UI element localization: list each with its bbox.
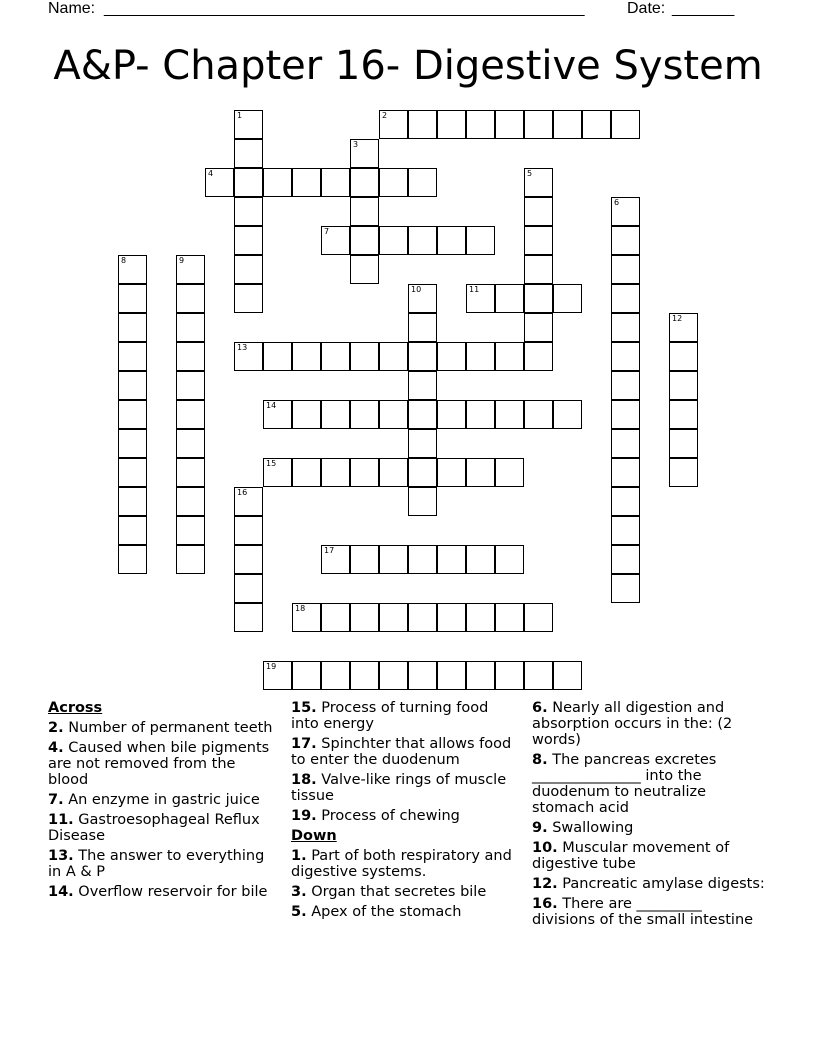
grid-cell[interactable] [292,458,321,487]
clue-num: 16. [532,896,558,912]
grid-cell[interactable] [263,168,292,197]
clue-text: Process of turning food into energy [291,700,489,732]
grid-cell[interactable] [553,400,582,429]
grid-cell[interactable] [611,371,640,400]
grid-cell[interactable] [263,661,292,690]
grid-cell[interactable] [379,603,408,632]
clue-num: 9. [532,820,548,836]
clue-item [291,904,519,920]
grid-cell[interactable] [408,400,437,429]
clue-number: 14 [266,401,277,410]
grid-cell[interactable] [176,458,205,487]
down-heading: Down [291,828,337,844]
name-label: Name: [48,0,96,17]
clue-item [291,736,519,768]
clue-text: Gastroesophageal Reflux Disease [48,812,260,844]
clue-num: 17. [291,736,317,752]
grid-cell[interactable] [466,545,495,574]
grid-cell[interactable] [350,139,379,168]
grid-cell[interactable] [408,487,437,516]
clue-item [532,752,768,816]
grid-cell[interactable] [466,284,495,313]
grid-cell[interactable] [524,197,553,226]
grid-cell[interactable] [437,661,466,690]
grid-cell[interactable] [118,545,147,574]
clue-num: 19. [291,808,317,824]
grid-cell[interactable] [611,458,640,487]
grid-cell[interactable] [118,313,147,342]
grid-cell[interactable] [234,603,263,632]
grid-cell[interactable] [321,342,350,371]
grid-cell[interactable] [263,458,292,487]
clue-number: 11 [469,285,480,294]
clue-text: Swallowing [547,820,634,836]
header [48,0,748,22]
grid-cell[interactable] [234,284,263,313]
clue-text: Caused when bile pigments are not removed from the blood [48,740,270,788]
clue-num: 7. [48,792,64,808]
grid-cell[interactable] [495,110,524,139]
clue-text: Valve-like rings of muscle tissue [291,772,507,804]
grid-cell[interactable] [408,110,437,139]
clue-item [48,884,276,900]
clues-column-1 [48,700,276,904]
grid-cell[interactable] [611,574,640,603]
grid-cell[interactable] [292,603,321,632]
clue-item [532,820,768,836]
grid-cell[interactable] [176,545,205,574]
clue-text: An enzyme in gastric juice [63,792,260,808]
date-field[interactable]: _______ [672,0,735,17]
grid-cell[interactable] [234,255,263,284]
grid-cell[interactable] [437,226,466,255]
grid-cell[interactable] [611,516,640,545]
grid-cell[interactable] [350,661,379,690]
grid-cell[interactable] [234,545,263,574]
grid-cell[interactable] [176,400,205,429]
grid-cell[interactable] [379,400,408,429]
clue-number: 7 [324,227,330,236]
clue-number: 15 [266,459,277,468]
page-title: A&P- Chapter 16- Digestive System [53,43,763,89]
grid-cell[interactable] [408,429,437,458]
grid-cell[interactable] [205,168,234,197]
grid-cell[interactable] [118,429,147,458]
grid-cell[interactable] [611,342,640,371]
clue-num: 13. [48,848,74,864]
grid-cell[interactable] [466,661,495,690]
grid-cell[interactable] [524,168,553,197]
grid-cell[interactable] [292,168,321,197]
grid-cell[interactable] [437,458,466,487]
clue-item [48,792,276,808]
grid-cell[interactable] [379,342,408,371]
grid-cell[interactable] [524,255,553,284]
grid-cell[interactable] [437,603,466,632]
grid-cell[interactable] [669,400,698,429]
grid-cell[interactable] [669,313,698,342]
grid-cell[interactable] [321,168,350,197]
clue-num: 11. [48,812,74,828]
clue-num: 8. [532,752,548,768]
grid-cell[interactable] [495,342,524,371]
grid-cell[interactable] [118,342,147,371]
grid-cell[interactable] [379,545,408,574]
grid-cell[interactable] [379,168,408,197]
grid-cell[interactable] [263,400,292,429]
grid-cell[interactable] [524,661,553,690]
name-field[interactable]: ______________________________________________________ [104,0,585,17]
grid-cell[interactable] [611,255,640,284]
grid-cell[interactable] [495,400,524,429]
grid-cell[interactable] [524,226,553,255]
clue-number: 2 [382,111,388,120]
grid-cell[interactable] [379,661,408,690]
grid-cell[interactable] [176,313,205,342]
clue-number: 1 [237,111,243,120]
grid-cell[interactable] [408,371,437,400]
grid-cell[interactable] [553,110,582,139]
clue-num: 5. [291,904,307,920]
grid-cell[interactable] [234,197,263,226]
grid-cell[interactable] [176,516,205,545]
grid-cell[interactable] [669,342,698,371]
clue-number: 16 [237,488,248,497]
clue-number: 3 [353,140,359,149]
clues-column-3 [532,700,768,932]
clue-num: 6. [532,700,548,716]
clue-text: Muscular movement of digestive tube [532,840,730,872]
grid-cell[interactable] [495,545,524,574]
grid-cell[interactable] [350,168,379,197]
clue-item [532,876,768,892]
clue-item [291,772,519,804]
grid-cell[interactable] [495,284,524,313]
grid-cell[interactable] [118,516,147,545]
grid-cell[interactable] [408,661,437,690]
grid-cell[interactable] [234,110,263,139]
grid-cell[interactable] [176,487,205,516]
clue-item [291,848,519,880]
clue-item [532,840,768,872]
grid-cell[interactable] [553,284,582,313]
across-heading: Across [48,700,103,716]
grid-cell[interactable] [321,226,350,255]
clue-num: 15. [291,700,317,716]
grid-cell[interactable] [321,545,350,574]
clue-number: 13 [237,343,248,352]
grid-cell[interactable] [611,110,640,139]
grid-cell[interactable] [524,400,553,429]
grid-cell[interactable] [321,603,350,632]
grid-cell[interactable] [118,400,147,429]
grid-cell[interactable] [321,400,350,429]
clue-text: The answer to everything in A & P [48,848,265,880]
clue-number: 12 [672,314,683,323]
grid-cell[interactable] [611,400,640,429]
grid-cell[interactable] [292,661,321,690]
grid-cell[interactable] [437,110,466,139]
clue-text: There are _________ divisions of the small intestine [532,896,754,928]
grid-cell[interactable] [611,313,640,342]
grid-cell[interactable] [350,197,379,226]
grid-cell[interactable] [234,487,263,516]
clue-text: Process of chewing [316,808,460,824]
grid-cell[interactable] [176,255,205,284]
grid-cell[interactable] [350,226,379,255]
clue-item [48,740,276,788]
clue-number: 9 [179,256,185,265]
clue-text: The pancreas excretes _______________ into the duodenum to neutralize stomach acid [532,752,717,816]
clue-item [532,896,768,928]
clue-num: 10. [532,840,558,856]
grid-cell[interactable] [350,603,379,632]
clue-item [48,848,276,880]
clue-text: Number of permanent teeth [63,720,273,736]
grid-cell[interactable] [466,342,495,371]
grid-cell[interactable] [553,661,582,690]
grid-cell[interactable] [495,661,524,690]
grid-cell[interactable] [524,313,553,342]
grid-cell[interactable] [611,226,640,255]
grid-cell[interactable] [118,487,147,516]
grid-cell[interactable] [611,429,640,458]
clue-text: Pancreatic amylase digests: [557,876,765,892]
clue-item [291,808,519,824]
grid-cell[interactable] [466,458,495,487]
grid-cell[interactable] [379,226,408,255]
clue-text: Spinchter that allows food to enter the duodenum [291,736,512,768]
clue-number: 4 [208,169,214,178]
grid-cell[interactable] [466,400,495,429]
clue-text: Nearly all digestion and absorption occurs in the: (2 words) [532,700,733,748]
grid-cell[interactable] [118,255,147,284]
grid-cell[interactable] [495,458,524,487]
clue-text: Apex of the stomach [306,904,462,920]
clue-num: 14. [48,884,74,900]
grid-cell[interactable] [611,545,640,574]
clue-item [48,720,276,736]
clue-item [291,700,519,732]
clue-text: Part of both respiratory and digestive systems. [291,848,512,880]
date-label: Date: [627,0,666,17]
grid-cell[interactable] [350,255,379,284]
grid-cell[interactable] [234,516,263,545]
grid-cell[interactable] [495,603,524,632]
grid-cell[interactable] [234,139,263,168]
clue-item [532,700,768,748]
grid-cell[interactable] [611,197,640,226]
grid-cell[interactable] [408,313,437,342]
grid-cell[interactable] [408,226,437,255]
grid-cell[interactable] [669,371,698,400]
clue-item [48,812,276,844]
grid-cell[interactable] [408,458,437,487]
grid-cell[interactable] [669,429,698,458]
grid-cell[interactable] [408,168,437,197]
grid-cell[interactable] [234,574,263,603]
grid-cell[interactable] [524,110,553,139]
grid-cell[interactable] [466,603,495,632]
grid-cell[interactable] [611,487,640,516]
grid-cell[interactable] [292,342,321,371]
grid-cell[interactable] [408,342,437,371]
clue-item [291,884,519,900]
grid-cell[interactable] [437,545,466,574]
grid-cell[interactable] [350,400,379,429]
grid-cell[interactable] [176,284,205,313]
grid-cell[interactable] [379,110,408,139]
grid-cell[interactable] [118,284,147,313]
clue-number: 18 [295,604,306,613]
clue-num: 4. [48,740,64,756]
grid-cell[interactable] [118,371,147,400]
grid-cell[interactable] [350,342,379,371]
grid-cell[interactable] [118,458,147,487]
grid-cell[interactable] [611,284,640,313]
grid-cell[interactable] [321,661,350,690]
grid-cell[interactable] [524,603,553,632]
clue-number: 6 [614,198,620,207]
clue-number: 10 [411,285,422,294]
grid-cell[interactable] [437,342,466,371]
grid-cell[interactable] [669,458,698,487]
clue-number: 5 [527,169,533,178]
grid-cell[interactable] [437,400,466,429]
grid-cell[interactable] [176,342,205,371]
grid-cell[interactable] [408,545,437,574]
grid-cell[interactable] [524,342,553,371]
clue-number: 17 [324,546,335,555]
clue-text: Overflow reservoir for bile [73,884,268,900]
clue-number: 19 [266,662,277,671]
grid-cell[interactable] [408,603,437,632]
grid-cell[interactable] [321,458,350,487]
grid-cell[interactable] [234,342,263,371]
clue-num: 18. [291,772,317,788]
clue-text: Organ that secretes bile [306,884,487,900]
grid-cell[interactable] [582,110,611,139]
grid-cell[interactable] [292,400,321,429]
clue-num: 1. [291,848,307,864]
grid-cell[interactable] [263,342,292,371]
clue-num: 3. [291,884,307,900]
grid-cell[interactable] [466,110,495,139]
grid-cell[interactable] [176,371,205,400]
grid-cell[interactable] [234,226,263,255]
grid-cell[interactable] [350,458,379,487]
grid-cell[interactable] [350,545,379,574]
grid-cell[interactable] [408,284,437,313]
grid-cell[interactable] [234,168,263,197]
grid-cell[interactable] [524,284,553,313]
clue-num: 2. [48,720,64,736]
clue-number: 8 [121,256,127,265]
clues-column-2 [291,700,519,924]
grid-cell[interactable] [176,429,205,458]
grid-cell[interactable] [379,458,408,487]
clue-num: 12. [532,876,558,892]
grid-cell[interactable] [466,226,495,255]
